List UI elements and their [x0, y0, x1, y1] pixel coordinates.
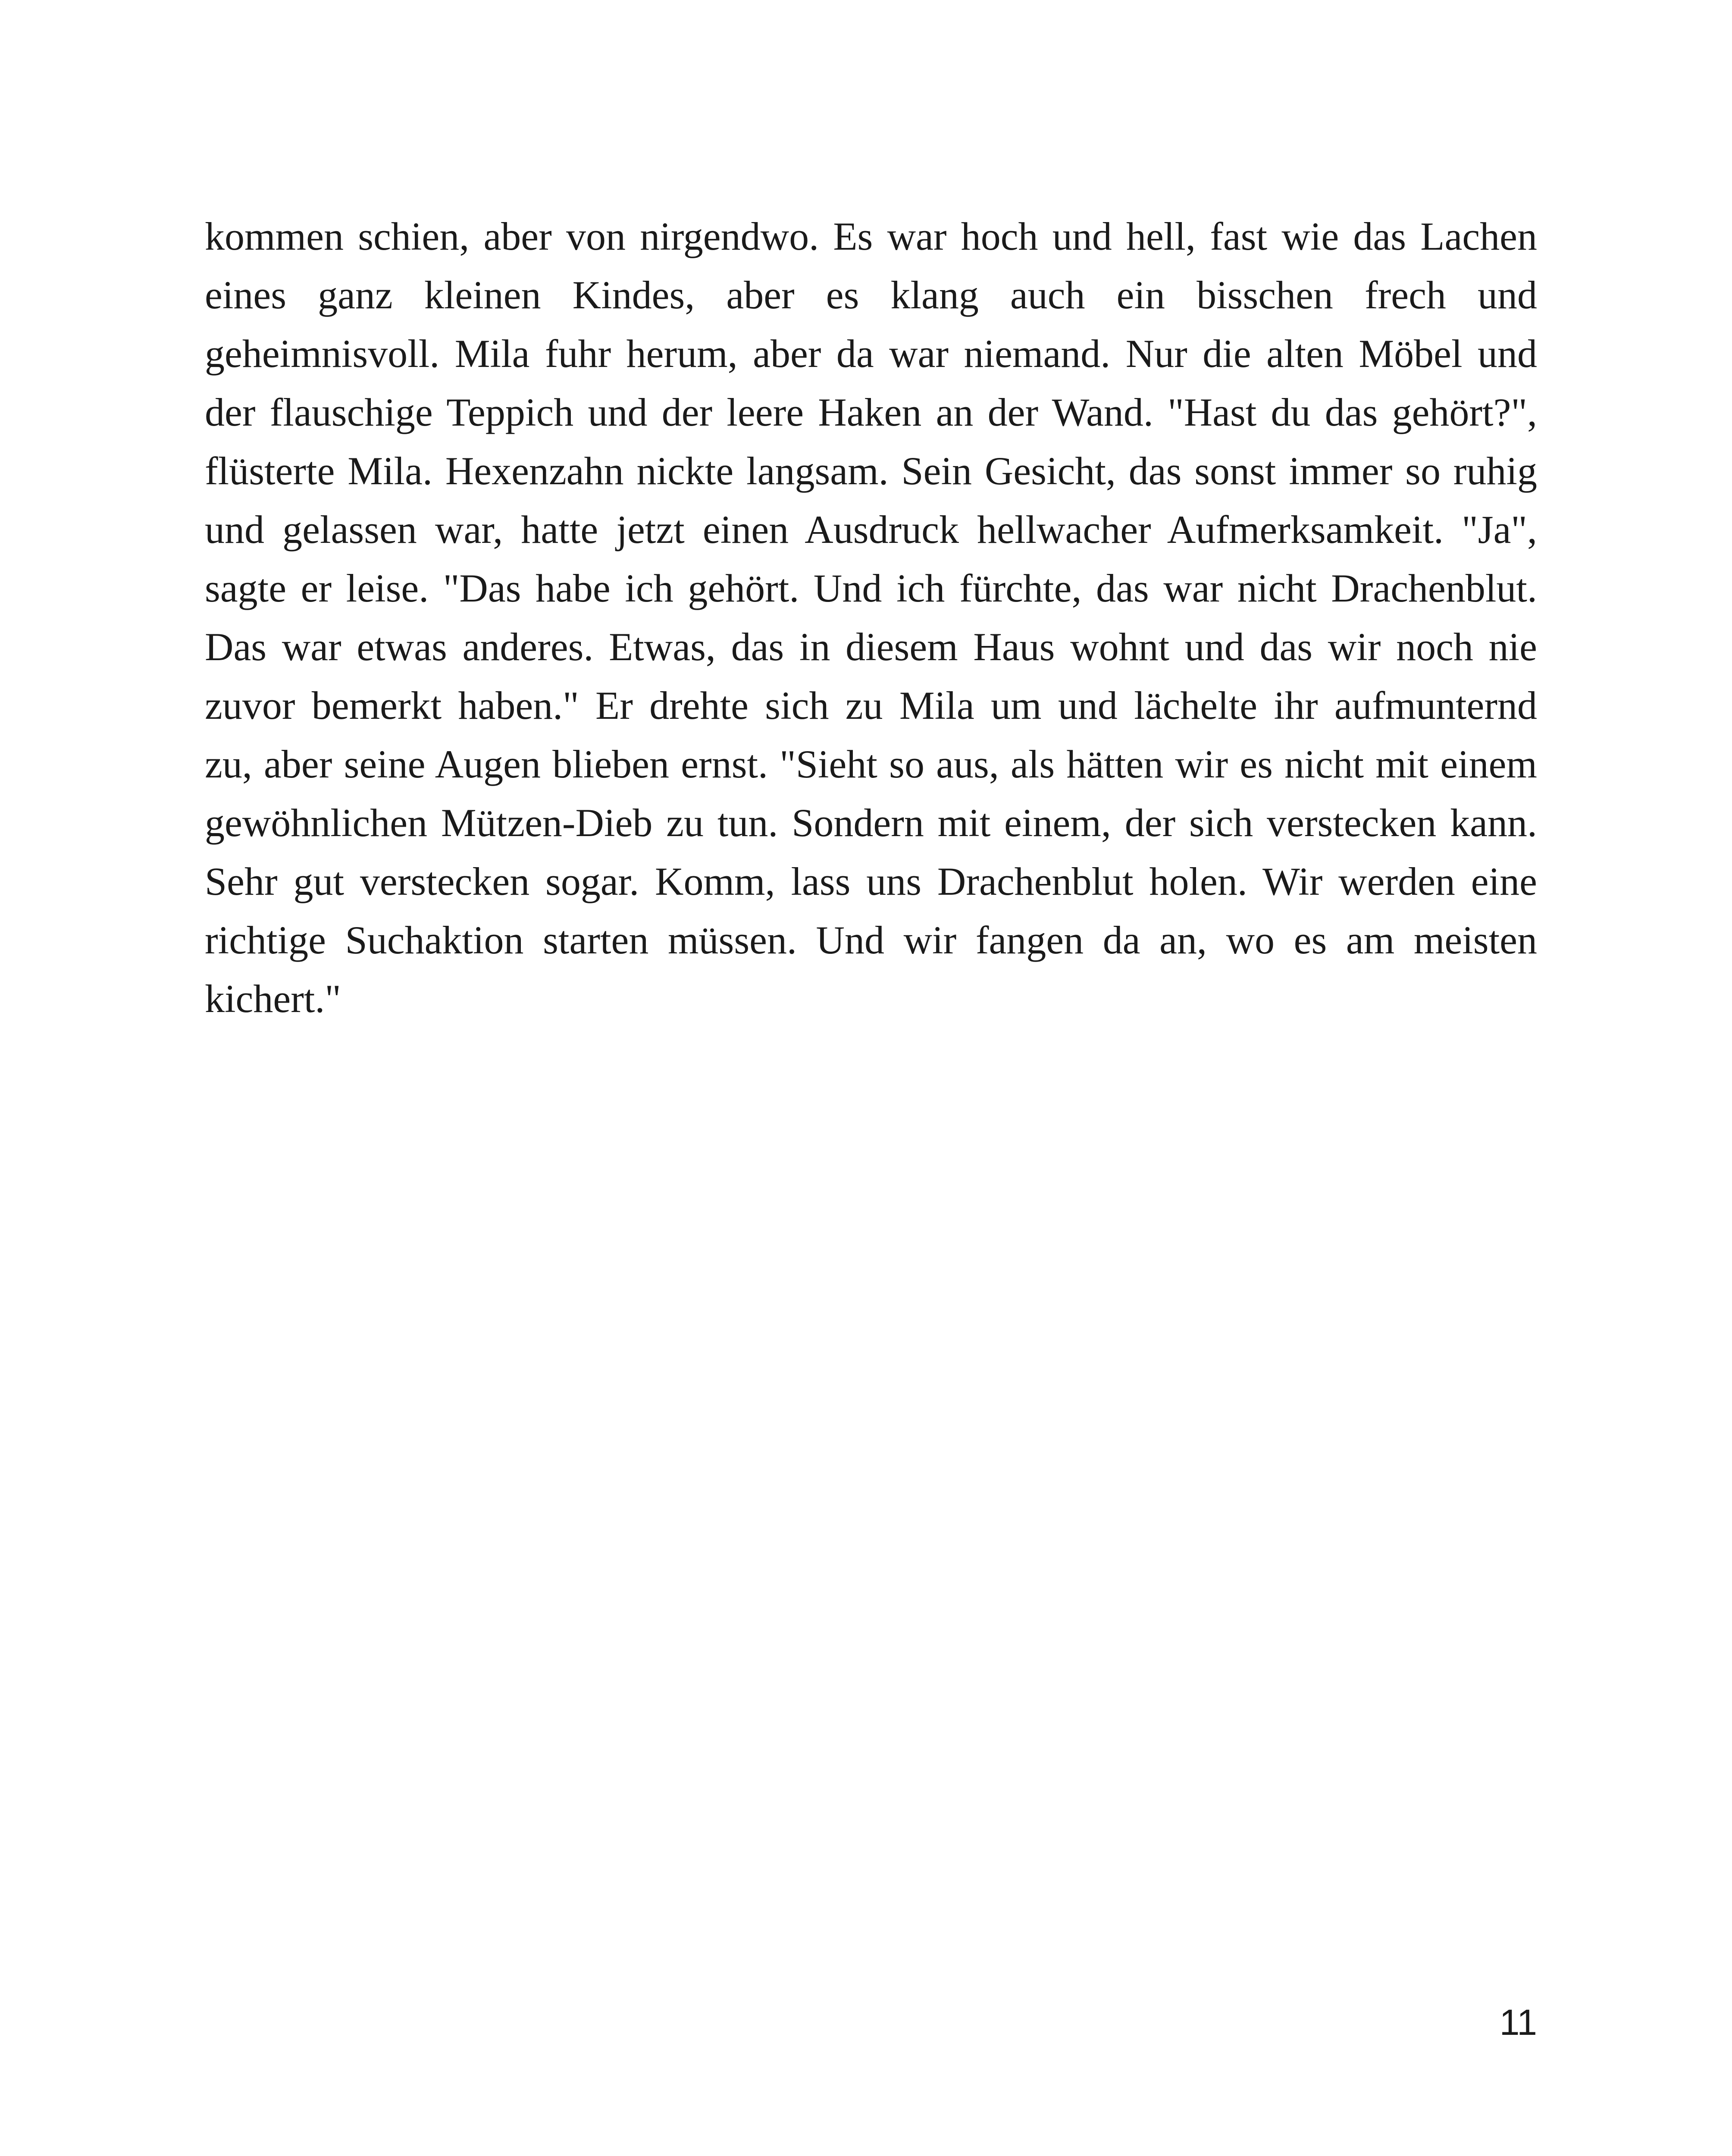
body-text: [205, 207, 1537, 1028]
body-line: Sehr gut verstecken sogar. Komm, lass uns Drachenblut holen. Wir werden eine: [205, 859, 1537, 903]
body-line: der flauschige Teppich und der leere Haken an der Wand. "Hast du das gehört?",: [205, 390, 1537, 434]
page-number: 11: [1499, 2002, 1537, 2043]
body-line: kichert.": [205, 977, 341, 1021]
body-line: und gelassen war, hatte jetzt einen Ausdruck hellwacher Aufmerksamkeit. "Ja",: [205, 508, 1537, 552]
body-line: zu, aber seine Augen blieben ernst. "Sieht so aus, als hätten wir es nicht mit einem: [205, 742, 1537, 786]
body-line: geheimnisvoll. Mila fuhr herum, aber da war niemand. Nur die alten Möbel und: [205, 332, 1537, 376]
body-line: richtige Suchaktion starten müssen. Und wir fangen da an, wo es am meisten: [205, 918, 1537, 962]
body-line: gewöhnlichen Mützen-Dieb zu tun. Sondern mit einem, der sich verstecken kann.: [205, 801, 1537, 845]
body-line: zuvor bemerkt haben." Er drehte sich zu Mila um und lächelte ihr aufmunternd: [205, 683, 1537, 727]
body-line: sagte er leise. "Das habe ich gehört. Und ich fürchte, das war nicht Drachenblut.: [205, 566, 1537, 610]
body-line: eines ganz kleinen Kindes, aber es klang auch ein bisschen frech und: [205, 273, 1537, 317]
body-line: Das war etwas anderes. Etwas, das in diesem Haus wohnt und das wir noch nie: [205, 625, 1537, 669]
body-line: kommen schien, aber von nirgendwo. Es war hoch und hell, fast wie das Lachen: [205, 214, 1537, 258]
body-line: flüsterte Mila. Hexenzahn nickte langsam. Sein Gesicht, das sonst immer so ruhig: [205, 449, 1537, 493]
